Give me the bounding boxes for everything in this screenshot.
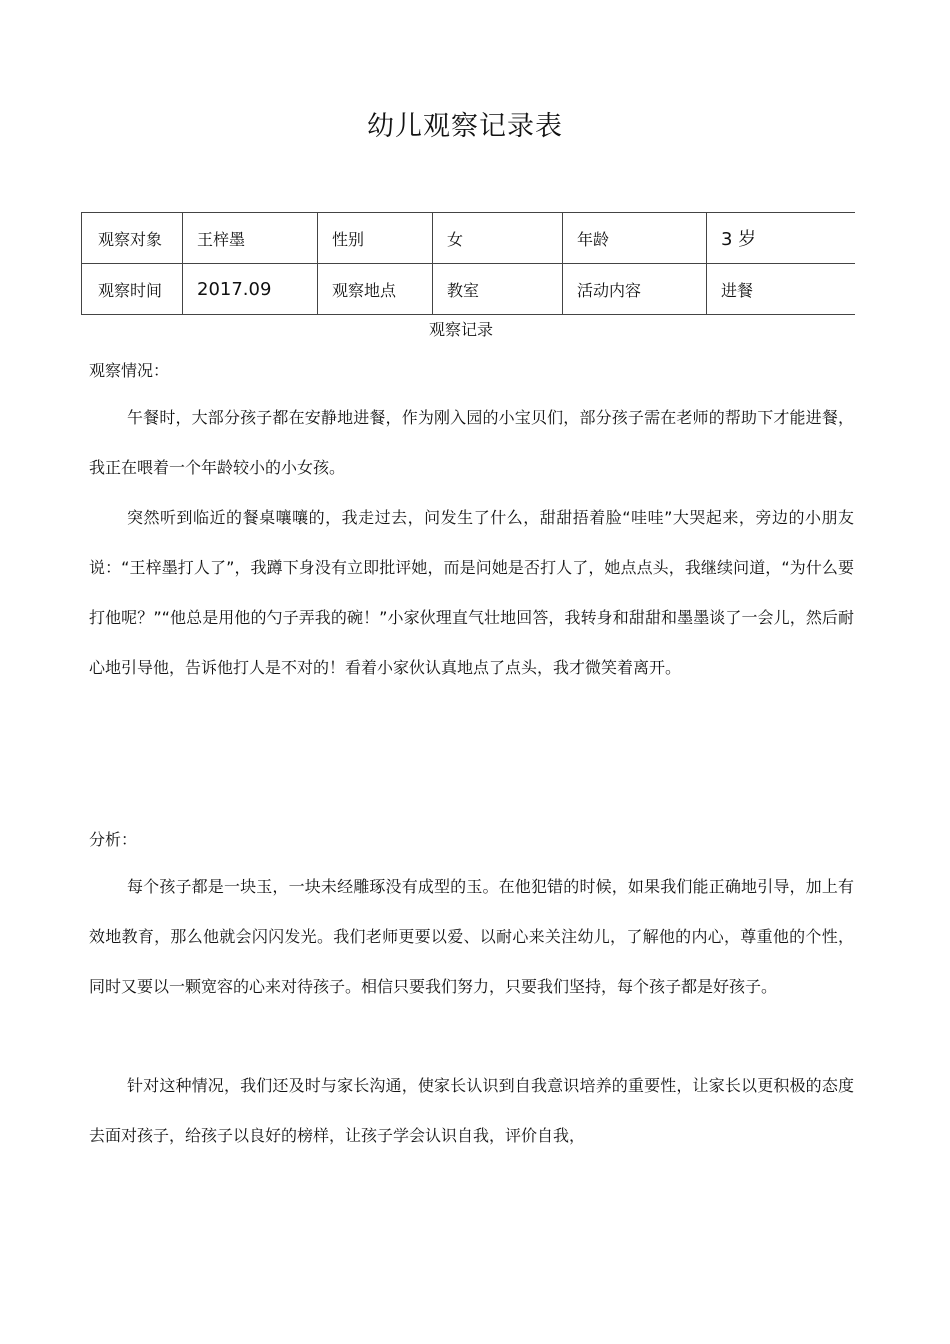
place-label: 观察地点 — [318, 264, 433, 315]
time-value: 2017.09 — [183, 264, 318, 315]
age-value: 3 岁 — [707, 213, 855, 264]
gender-value: 女 — [433, 213, 563, 264]
record-caption: 观察记录 — [428, 320, 493, 339]
activity-value: 进餐 — [707, 264, 855, 315]
table-row — [82, 264, 855, 315]
subject-value: 王梓墨 — [183, 213, 318, 264]
analysis-paragraph-1: 每个孩子都是一块玉，一块未经雕琢没有成型的玉。在他犯错的时候，如果我们能正确地引导，加上有效地教育，那么他就会闪闪发光。我们老师更要以爱、以耐心来关注幼儿，了解他的内心，尊重他的个性，同时又要以一颗宽容的心来对待孩子。相信只要我们努力，只要我们坚持，每个孩子都是好孩子。 — [89, 877, 854, 996]
subject-label: 观察对象 — [82, 213, 183, 264]
table-row — [82, 213, 855, 264]
gender-label: 性别 — [318, 213, 433, 264]
situation-paragraph-1: 午餐时，大部分孩子都在安静地进餐，作为刚入园的小宝贝们，部分孩子需在老师的帮助下才能进餐，我正在喂着一个年龄较小的小女孩。 — [89, 408, 854, 477]
activity-label: 活动内容 — [563, 264, 707, 315]
analysis-heading: 分析： — [89, 830, 138, 849]
document-title: 幼儿观察记录表 — [367, 111, 563, 142]
analysis-paragraph-2: 针对这种情况，我们还及时与家长沟通，使家长认识到自我意识培养的重要性，让家长以更积极的态度去面对孩子，给孩子以良好的榜样，让孩子学会认识自我，评价自我， — [89, 1076, 854, 1145]
time-label: 观察时间 — [82, 264, 183, 315]
place-value: 教室 — [433, 264, 563, 315]
observation-info-table — [81, 212, 855, 315]
age-label: 年龄 — [563, 213, 707, 264]
situation-paragraph-2: 突然听到临近的餐桌嚷嚷的，我走过去，问发生了什么，甜甜捂着脸“哇哇”大哭起来，旁边的小朋友说：“王梓墨打人了”，我蹲下身没有立即批评她，而是问她是否打人了，她点点头，我继续问道，“为什么要打他呢？”“他总是用他的勺子弄我的碗！”小家伙理直气壮地回答，我转身和甜甜和墨墨谈了一会儿，然后耐心地引导他，告诉他打人是不对的！看着小家伙认真地点了点头，我才微笑着离开。 — [89, 508, 854, 677]
situation-heading: 观察情况： — [89, 361, 170, 380]
